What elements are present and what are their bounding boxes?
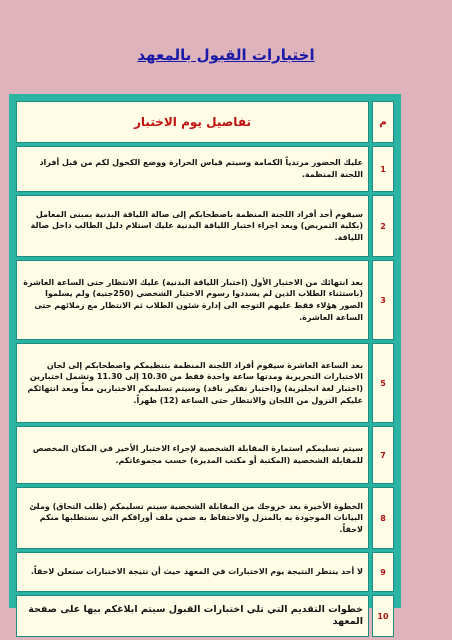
table-row [16, 595, 394, 637]
row-text: بعد انتهائك من الاختبار الأول (اختبار اللياقة البدنية) عليك الانتظار حتى الساعة العاشرة (باستثناء الطلاب الذين لم يسددوا رسوم الاختبار الشخصي (250جنيه) ولم يسلموا الصور هؤلاء فقط عليهم التوجه الى إدارة شئون الطلاب ثم الانتظار مع زملائهم حتى الساعة العاشرة. [16, 260, 369, 340]
table-row [16, 552, 394, 592]
row-text: خطوات التقديم التي تلي اختبارات القبول سيتم ابلاغكم بيها على صفحة المعهد [16, 595, 369, 637]
row-number: 1 [372, 146, 394, 192]
table-row [16, 343, 394, 423]
table-row [16, 146, 394, 192]
row-text: الخطوة الأخيرة بعد خروجك من المقابلة الشخصية سيتم تسليمكم (طلب التحاق) وملئ البيانات الموجودة به بالمنزل والاحتفاظ به ضمن ملف أوراقكم التي نستطلبها منكم لاحقاً. [16, 487, 369, 549]
exam-day-details-table [13, 98, 397, 640]
row-number: 10 [372, 595, 394, 637]
table-header-row [16, 101, 394, 143]
table-row [16, 195, 394, 257]
row-text: سيتم تسليمكم استمارة المقابلة الشخصية لإجراء الاختبار الأخير في المكان المخصص للمقابلة الشخصية (المكتبة أو مكتب المديرة) حسب مجموعاتكم. [16, 426, 369, 484]
row-text: لا أحد ينتظر النتيجة يوم الاختبارات في المعهد حيث أن نتيجة الاختبارات ستعلن لاحقاً. [16, 552, 369, 592]
row-number: 3 [372, 260, 394, 340]
table-row [16, 260, 394, 340]
row-number: 2 [372, 195, 394, 257]
row-number: 5 [372, 343, 394, 423]
header-title-cell: تفاصيل يوم الاختبار [16, 101, 369, 143]
row-text: بعد الساعة العاشرة سيقوم أفراد اللجنة المنظمة بتنظيمكم واصطحابكم إلى لجان الاختبارات التحريرية ومدتها ساعة واحدة فقط من 10.30 إلى 11.30 وتشمل اختبارين (اختبار لغة انجليزية) و(اختبار تفكير ناقد) وسيتم تسليمكم الاختبارين معاً وبعد انتهائكم عليكم النزول من اللجان والانتظار حتى الساعة (12) ظهراً. [16, 343, 369, 423]
row-text: سيقوم أحد أفراد اللجنة المنظمة باصطحابكم إلى صالة اللياقة البدنية بمبنى المعامل (بكلية التمريض) ويعد اجراء اختبار اللياقة البدنية عليك استلام دليل الطالب داخل صالة اللياقة. [16, 195, 369, 257]
row-number: 7 [372, 426, 394, 484]
details-table-frame [9, 94, 401, 627]
header-number-cell: م [372, 101, 394, 143]
row-number: 9 [372, 552, 394, 592]
page-title: اختبارات القبول بالمعهد [137, 46, 315, 64]
table-row [16, 487, 394, 549]
table-row [16, 426, 394, 484]
row-number: 8 [372, 487, 394, 549]
row-text: عليك الحضور مرتدياً الكمامة وسيتم قياس الحرارة ووضع الكحول لكم من قبل أفراد اللجنة المنظمة. [16, 146, 369, 192]
